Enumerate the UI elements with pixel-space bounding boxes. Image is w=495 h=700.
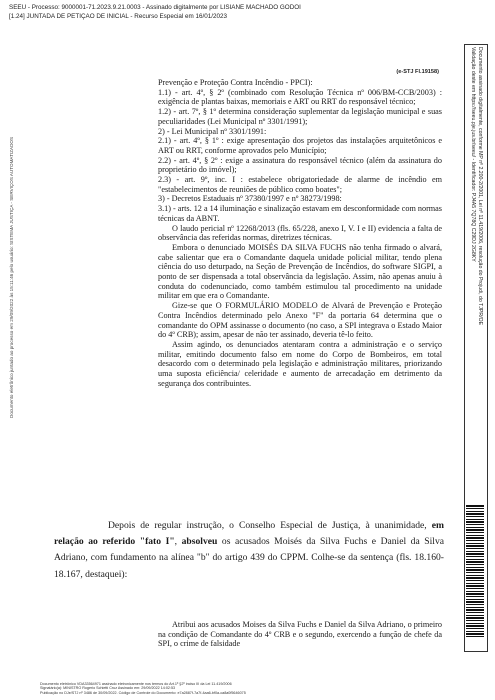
quote-paragraph: Embora o denunciado MOISÉS DA SILVA FUCHS não tenha firmado o alvará, cabe salientar que era o Comandante daquela unidade policial militar, tendo plena ciência do uso deturpado, na Seção de Prevenção de Incêndios, do software SIGPI, a ponto de ser dispensada a total observância da legislação. Assim, não apenas anuiu à conduta do codenunciado, como também estimulou tal procedimento na unidade militar em que era o Comandante.: [158, 242, 442, 301]
quote-line: 3.1) - arts. 12 a 14 iluminação e sinalização estavam em desconformidade com normas técnicas da ABNT.: [158, 204, 442, 223]
header-process-line: SEEU - Processo: 9000001-71.2023.9.21.0003 - Assinado digitalmente por LISIANE MACHADO GODOI: [9, 4, 301, 11]
verification-line: Validação deste em https://seeu.pje.jus.br/seeu/ - Identificador: PJ4A5 7Q78Q C29DJ 2G8KY: [470, 47, 477, 262]
body-text: Depois de regular instrução, o Conselho Especial de Justiça, à unanimidade,: [108, 520, 432, 531]
quote-line: 1.1) - art. 4º, § 2º (combinado com Resolução Técnica nº 006/BM-CCB/2003) : exigência de plantas baixas, memoriais e ART ou RRT do responsável técnico;: [158, 87, 442, 107]
signature-footer: [40, 682, 460, 695]
document-header: [9, 4, 409, 21]
quote-line: 2) - Lei Municipal nº 3301/1991:: [158, 126, 267, 136]
verification-line: Documento assinado digitalmente, conforme MP nº 2.200-2/2001, Lei nº 11.419/2006, resolução do Projudi, do TJPR/OE: [477, 47, 483, 326]
body-paragraph: [54, 518, 444, 583]
main-body-text: [54, 518, 444, 583]
quoted-indictment: [158, 78, 442, 389]
quote-line: 1.2) - art. 7º, § 1º determina consideração suplementar da legislação municipal e suas peculiaridades (Lei Municipal nº 3301/1991);: [158, 107, 442, 126]
left-margin-note: Documento eletrônico juntado ao processo em 29/09/2022 às 15:11:46 pelo usuário: SISTEMA JUSTIÇA - SERVIÇOS AUTOMATIZADOS: [9, 136, 14, 418]
barcode: [466, 505, 484, 637]
quote-paragraph: Assim agindo, os denunciados atentaram contra a administração e o serviço militar, emitindo documento falso em nome do Corpo de Bombeiros, em total desacordo com o determinado pela legislação e administração militares, priorizando uma suposta eficiência/ celeridade e aumento de arrecadação em detrimento da segurança dos contribuintes.: [158, 339, 442, 388]
footer-line: Publicação no DJe/STJ nº 3486 de 30/09/2022. Código de Controle do Documento: e7a2887f-7a7f-4aa6-bf0a-ca8a0f5646075: [40, 690, 246, 695]
quote-paragraph: Atribui aos acusados Moises da Silva Fuchs e Daniel da Silva Adriano, o primeiro na condição de Comandante do 4º CRB e o segundo, exercendo a função de chefe da SPI, o crime de falsidade: [158, 620, 442, 649]
body-emphasis-acquitted: absolveu: [181, 536, 218, 548]
quote-line: 2.2) - art. 4º, § 2º : exige a assinatura do responsável técnico (além da assinatura do proprietário do imóvel);: [158, 155, 442, 175]
body-text: os acusados Moisés da Silva Fuchs e Daniel da Silva Adriano, com fundamento na alínea "b" do artigo 439 do CPPM. Colhe-se da sentença (fls. 18.160-18.167, destaquei):: [54, 536, 445, 580]
quote-line: 3) - Decretos Estaduais nº 37380/1997 e nº 38273/1998:: [158, 194, 342, 204]
quote-paragraph: Gize-se que O FORMULÁRIO MODELO de Alvará de Prevenção e Proteção Contra Incêndios determinado pelo Anexo "F" da portaria 64 determina que o comandante do OPM assinasse o documento (no caso, a SPI integrava o Estado Maior do 4º CRB); assim, apesar de não ter assinado, deveria tê-lo feito.: [158, 301, 442, 340]
footer-line: Signatário(a): MINISTRO Rogerio Schietti Cruz Assinado em: 29/09/2022 14:02:53: [40, 686, 176, 691]
footer-line: Documento eletrônico VDA33564971 assinado eletronicamente nos termos do Art.1º §2º inciso III da Lei 11.419/2006: [40, 682, 232, 686]
quote-line: Prevenção e Proteção Contra Incêndio - PPCI):: [158, 78, 313, 87]
quoted-sentence: [158, 620, 442, 649]
quote-line: 2.3) - art. 9º, inc. I : estabelece obrigatoriedade de alarme de incêndio em "estabelecimentos de reuniões de público como boates";: [158, 175, 442, 194]
body-emphasis-fact: em relação ao referido "fato I": [54, 520, 444, 548]
header-juntada-line: [1.24] JUNTADA DE PETIÇÃO DE INICIAL - Recurso Especial em 16/01/2023: [9, 12, 228, 20]
quote-paragraph: O laudo pericial nº 12268/2013 (fls. 65/228, anexo I, V. I e II) evidencia a falta de observância das referidas normas, diretrizes técnicas.: [158, 223, 442, 243]
quote-line: 2.1) - art. 4º, § 1º : exige apresentação dos projetos das instalações arquitetônicos e ART ou RRT, conforme aprovados pelo Município;: [158, 136, 442, 155]
body-text: ,: [174, 536, 182, 548]
stj-page-stamp: (e-STJ Fl.19158): [396, 69, 439, 75]
